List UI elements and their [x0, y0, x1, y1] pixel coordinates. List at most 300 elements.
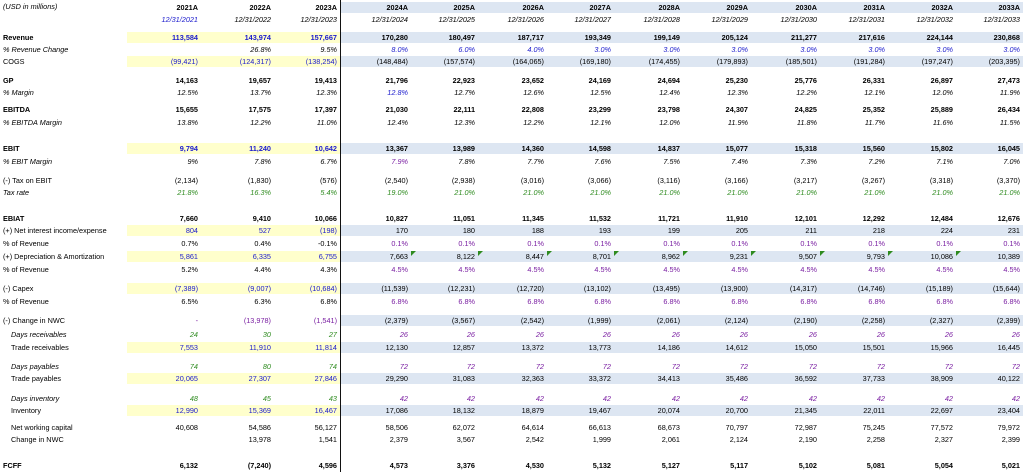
table-cell[interactable]: 0.1% [936, 239, 953, 248]
table-cell[interactable]: 3.0% [731, 45, 748, 54]
table-cell[interactable]: 19,657 [248, 76, 271, 85]
table-cell[interactable]: 13.7% [250, 88, 271, 97]
table-cell[interactable]: 27,307 [201, 373, 274, 384]
table-cell[interactable]: 12.8% [387, 88, 408, 97]
table-cell[interactable]: 15,655 [175, 105, 198, 114]
table-cell[interactable]: (10,684) [274, 283, 340, 294]
table-cell[interactable]: (179,893) [683, 56, 751, 67]
table-cell[interactable]: 21.0% [932, 188, 953, 197]
table-cell[interactable]: 20,700 [683, 405, 751, 416]
table-cell[interactable]: 15,802 [888, 143, 956, 154]
table-cell[interactable]: 9% [187, 157, 198, 166]
table-cell[interactable]: 14,837 [614, 143, 683, 154]
table-cell[interactable]: 14,360 [478, 143, 547, 154]
table-cell[interactable]: (12,231) [411, 283, 478, 294]
table-cell[interactable]: 8,962 [614, 251, 683, 262]
table-cell[interactable]: (197,247) [888, 56, 956, 67]
table-cell[interactable]: 211 [751, 225, 820, 236]
table-cell[interactable]: (2,540) [384, 176, 408, 185]
table-cell[interactable]: 21.0% [454, 188, 475, 197]
table-cell[interactable]: 19,413 [314, 76, 337, 85]
table-cell[interactable]: 25,352 [862, 105, 885, 114]
table-cell[interactable]: 12.6% [523, 88, 544, 97]
table-cell[interactable]: 21.0% [727, 188, 748, 197]
table-cell[interactable]: 170,280 [340, 32, 411, 43]
table-cell[interactable]: 6,335 [201, 251, 274, 262]
table-cell[interactable]: 24,307 [725, 105, 748, 114]
table-cell[interactable]: 2,399 [1001, 435, 1020, 444]
table-cell[interactable]: 13.8% [177, 118, 198, 127]
table-cell[interactable]: 26 [1011, 330, 1020, 339]
table-cell[interactable]: (3,267) [861, 176, 885, 185]
table-cell[interactable]: 21,030 [385, 105, 408, 114]
table-cell[interactable]: 11,910 [201, 342, 274, 353]
table-cell[interactable]: 7.0% [1003, 157, 1020, 166]
table-cell[interactable]: 70,797 [725, 423, 748, 432]
table-cell[interactable]: 15,318 [751, 143, 820, 154]
table-cell[interactable] [127, 44, 201, 55]
table-cell[interactable]: 16,467 [274, 405, 340, 416]
table-cell[interactable]: (3,016) [520, 176, 544, 185]
table-cell[interactable]: 8.0% [391, 45, 408, 54]
table-cell[interactable]: (15,644) [956, 283, 1023, 294]
table-cell[interactable]: 72,987 [794, 423, 817, 432]
table-cell[interactable]: 58,506 [385, 423, 408, 432]
table-cell[interactable]: 4.4% [254, 265, 271, 274]
table-cell[interactable]: 34,413 [614, 373, 683, 384]
table-cell[interactable]: (157,574) [411, 56, 478, 67]
table-cell[interactable]: 188 [478, 225, 547, 236]
table-cell[interactable]: 24,169 [588, 76, 611, 85]
table-cell[interactable]: 2,061 [661, 435, 680, 444]
table-cell[interactable]: 6.8% [800, 297, 817, 306]
table-cell[interactable]: (3,217) [793, 176, 817, 185]
table-cell[interactable]: 11.6% [932, 118, 953, 127]
table-cell[interactable]: 11.9% [727, 118, 748, 127]
table-cell[interactable]: 4,530 [525, 461, 544, 470]
table-cell[interactable]: 11,240 [201, 143, 274, 154]
table-cell[interactable]: 16,445 [956, 342, 1023, 353]
table-cell[interactable]: 7,660 [179, 214, 198, 223]
table-cell[interactable]: (1,999) [547, 315, 614, 326]
table-cell[interactable]: 12.4% [387, 118, 408, 127]
table-cell[interactable]: -0.1% [317, 239, 337, 248]
table-cell[interactable]: (185,501) [751, 56, 820, 67]
table-cell[interactable]: 33,372 [547, 373, 614, 384]
table-cell[interactable]: 27,846 [274, 373, 340, 384]
table-cell[interactable]: 12.0% [659, 118, 680, 127]
table-cell[interactable]: 26,434 [997, 105, 1020, 114]
table-cell[interactable]: 12,676 [997, 214, 1020, 223]
table-cell[interactable]: (14,317) [751, 283, 820, 294]
table-cell[interactable]: 0.1% [731, 239, 748, 248]
table-cell[interactable]: 2,542 [525, 435, 544, 444]
table-cell[interactable]: 11.7% [864, 118, 885, 127]
table-cell[interactable]: 6.8% [663, 297, 680, 306]
table-cell[interactable]: 7.3% [800, 157, 817, 166]
table-cell[interactable]: 18,879 [478, 405, 547, 416]
table-cell[interactable]: 804 [127, 225, 201, 236]
table-cell[interactable]: 21.0% [796, 188, 817, 197]
table-cell[interactable]: 10,389 [956, 251, 1023, 262]
table-cell[interactable]: 37,733 [820, 373, 888, 384]
table-cell[interactable]: 15,050 [751, 342, 820, 353]
table-cell[interactable]: 0.1% [663, 239, 680, 248]
table-cell[interactable]: 13,773 [547, 342, 614, 353]
table-cell[interactable]: 7.1% [936, 157, 953, 166]
table-cell[interactable]: 22,011 [820, 405, 888, 416]
table-cell[interactable]: (2,258) [820, 315, 888, 326]
table-cell[interactable]: 14,598 [547, 143, 614, 154]
table-cell[interactable]: 7.8% [254, 157, 271, 166]
table-cell[interactable]: 0.1% [800, 239, 817, 248]
table-cell[interactable]: 42 [466, 394, 475, 403]
table-cell[interactable]: 4.5% [800, 265, 817, 274]
table-cell[interactable]: 12.3% [316, 88, 337, 97]
table-cell[interactable]: (3,370) [996, 176, 1020, 185]
table-cell[interactable]: 25,889 [930, 105, 953, 114]
table-cell[interactable]: 0.7% [181, 239, 198, 248]
table-cell[interactable]: 217,616 [820, 32, 888, 43]
table-cell[interactable]: 22,697 [888, 405, 956, 416]
table-cell[interactable]: 2,327 [934, 435, 953, 444]
table-cell[interactable]: 12.5% [177, 88, 198, 97]
table-cell[interactable]: 4.5% [663, 265, 680, 274]
table-cell[interactable]: 21,796 [385, 76, 408, 85]
table-cell[interactable]: 4.5% [527, 265, 544, 274]
table-cell[interactable]: (2,190) [751, 315, 820, 326]
table-cell[interactable]: 3.0% [594, 45, 611, 54]
table-cell[interactable]: 72 [535, 362, 544, 371]
table-cell[interactable]: 0.1% [391, 239, 408, 248]
table-cell[interactable]: 12.1% [590, 118, 611, 127]
table-cell[interactable]: 5,054 [934, 461, 953, 470]
table-cell[interactable]: 9,507 [751, 251, 820, 262]
table-cell[interactable]: (3,166) [724, 176, 748, 185]
table-cell[interactable]: 68,673 [657, 423, 680, 432]
table-cell[interactable]: (198) [274, 225, 340, 236]
table-cell[interactable]: 180,497 [411, 32, 478, 43]
table-cell[interactable]: 0.1% [868, 239, 885, 248]
table-cell[interactable]: 45 [262, 394, 271, 403]
table-cell[interactable]: (174,455) [614, 56, 683, 67]
table-cell[interactable]: 4,596 [318, 461, 337, 470]
table-cell[interactable]: 26,897 [930, 76, 953, 85]
table-cell[interactable]: 9,231 [683, 251, 751, 262]
table-cell[interactable]: 230,868 [956, 32, 1023, 43]
table-cell[interactable]: 0.4% [254, 239, 271, 248]
table-cell[interactable]: (13,495) [614, 283, 683, 294]
table-cell[interactable]: 0.1% [458, 239, 475, 248]
table-cell[interactable]: 21.0% [590, 188, 611, 197]
table-cell[interactable]: 6.8% [527, 297, 544, 306]
table-cell[interactable]: 5,132 [592, 461, 611, 470]
table-cell[interactable]: 4.0% [527, 45, 544, 54]
table-cell[interactable]: 205,124 [683, 32, 751, 43]
table-cell[interactable]: 16,045 [956, 143, 1023, 154]
table-cell[interactable]: 11.0% [316, 118, 337, 127]
table-cell[interactable]: 10,827 [385, 214, 408, 223]
table-cell[interactable]: 4.5% [458, 265, 475, 274]
table-cell[interactable]: 12,101 [794, 214, 817, 223]
table-cell[interactable]: 42 [602, 394, 611, 403]
table-cell[interactable]: 31,083 [411, 373, 478, 384]
table-cell[interactable]: (15,189) [888, 283, 956, 294]
table-cell[interactable]: 224,144 [888, 32, 956, 43]
table-cell[interactable]: 4.5% [1003, 265, 1020, 274]
table-cell[interactable]: 22,111 [453, 105, 475, 114]
table-cell[interactable]: 74 [189, 362, 198, 371]
table-cell[interactable]: (7,240) [247, 461, 271, 470]
table-cell[interactable]: 527 [201, 225, 274, 236]
table-cell[interactable]: 6.0% [458, 45, 475, 54]
table-cell[interactable]: 48 [189, 394, 198, 403]
table-cell[interactable]: (124,317) [201, 56, 274, 67]
table-cell[interactable]: 62,072 [452, 423, 475, 432]
table-cell[interactable]: 12.3% [727, 88, 748, 97]
table-cell[interactable]: 11,910 [726, 214, 748, 223]
table-cell[interactable]: 180 [411, 225, 478, 236]
table-cell[interactable]: (13,978) [243, 316, 271, 325]
table-cell[interactable]: 7.4% [731, 157, 748, 166]
table-cell[interactable]: 157,667 [274, 32, 340, 43]
table-cell[interactable]: (2,379) [340, 315, 411, 326]
table-cell[interactable]: 7.6% [594, 157, 611, 166]
table-cell[interactable]: 15,369 [201, 405, 274, 416]
table-cell[interactable]: 2,190 [798, 435, 817, 444]
table-cell[interactable]: 23,299 [588, 105, 611, 114]
table-cell[interactable]: 12.7% [454, 88, 475, 97]
table-cell[interactable]: 17,575 [248, 105, 271, 114]
table-cell[interactable]: 5,081 [866, 461, 885, 470]
table-cell[interactable]: 12.1% [864, 88, 885, 97]
table-cell[interactable]: 43 [328, 394, 337, 403]
table-cell[interactable]: (2,399) [956, 315, 1023, 326]
table-cell[interactable]: 10,066 [314, 214, 337, 223]
table-cell[interactable]: (12,720) [478, 283, 547, 294]
table-cell[interactable]: (1,541) [313, 316, 337, 325]
table-cell[interactable]: 23,652 [521, 76, 544, 85]
table-cell[interactable]: 42 [399, 394, 408, 403]
table-cell[interactable]: 23,404 [956, 405, 1023, 416]
table-cell[interactable]: 12.2% [523, 118, 544, 127]
table-cell[interactable]: 42 [535, 394, 544, 403]
table-cell[interactable]: 3.0% [800, 45, 817, 54]
table-cell[interactable]: 12.3% [454, 118, 475, 127]
table-cell[interactable]: 0.1% [1003, 239, 1020, 248]
table-cell[interactable]: 72 [671, 362, 680, 371]
table-cell[interactable]: - [195, 316, 198, 325]
table-cell[interactable]: (2,542) [478, 315, 547, 326]
table-cell[interactable]: 19.0% [387, 188, 408, 197]
table-cell[interactable]: (13,102) [547, 283, 614, 294]
table-cell[interactable]: 0.1% [594, 239, 611, 248]
table-cell[interactable]: 9,794 [127, 143, 201, 154]
table-cell[interactable]: 12,990 [127, 405, 201, 416]
table-cell[interactable]: 6.8% [731, 297, 748, 306]
table-cell[interactable]: 12,130 [340, 342, 411, 353]
table-cell[interactable]: 5,021 [1001, 461, 1020, 470]
table-cell[interactable]: 205 [683, 225, 751, 236]
table-cell[interactable]: (3,567) [411, 315, 478, 326]
table-cell[interactable]: 1,541 [318, 435, 337, 444]
table-cell[interactable]: 113,584 [127, 32, 201, 43]
table-cell[interactable]: 4.5% [391, 265, 408, 274]
table-cell[interactable]: 3.0% [663, 45, 680, 54]
table-cell[interactable]: 170 [340, 225, 411, 236]
table-cell[interactable]: 35,486 [683, 373, 751, 384]
table-cell[interactable]: (7,389) [127, 283, 201, 294]
table-cell[interactable]: 42 [944, 394, 953, 403]
table-cell[interactable]: 2,379 [389, 435, 408, 444]
table-cell[interactable]: 5.2% [181, 265, 198, 274]
table-cell[interactable]: 224 [888, 225, 956, 236]
table-cell[interactable]: 74 [328, 362, 337, 371]
table-cell[interactable]: 72 [739, 362, 748, 371]
table-cell[interactable]: 64,614 [521, 423, 544, 432]
table-cell[interactable]: 80 [262, 362, 271, 371]
table-cell[interactable]: 3,376 [456, 461, 475, 470]
table-cell[interactable]: 19,467 [547, 405, 614, 416]
table-cell[interactable]: 5,127 [661, 461, 680, 470]
table-cell[interactable]: 5,861 [127, 251, 201, 262]
table-cell[interactable]: 8,122 [411, 251, 478, 262]
table-cell[interactable]: (2,938) [451, 176, 475, 185]
table-cell[interactable]: (3,116) [657, 176, 680, 185]
table-cell[interactable]: 17,086 [340, 405, 411, 416]
table-cell[interactable]: 6,755 [274, 251, 340, 262]
table-cell[interactable]: 54,586 [248, 423, 271, 432]
table-cell[interactable]: 11,721 [658, 214, 680, 223]
table-cell[interactable]: (3,318) [929, 176, 953, 185]
table-cell[interactable]: 26 [535, 330, 544, 339]
table-cell[interactable]: 5,102 [798, 461, 817, 470]
table-cell[interactable]: 7,553 [127, 342, 201, 353]
table-cell[interactable]: 199 [614, 225, 683, 236]
table-cell[interactable]: (576) [319, 176, 337, 185]
table-cell[interactable]: 6,132 [179, 461, 198, 470]
table-cell[interactable]: 13,367 [340, 143, 411, 154]
table-cell[interactable]: 6.3% [254, 297, 271, 306]
table-cell[interactable]: 3.0% [868, 45, 885, 54]
table-cell[interactable]: (148,484) [340, 56, 411, 67]
table-cell[interactable]: 21.0% [523, 188, 544, 197]
table-cell[interactable]: 12.2% [250, 118, 271, 127]
table-cell[interactable]: 12,857 [411, 342, 478, 353]
table-cell[interactable]: 6.8% [936, 297, 953, 306]
table-cell[interactable]: 3,567 [456, 435, 475, 444]
table-cell[interactable]: (2,124) [683, 315, 751, 326]
table-cell[interactable]: 24 [189, 330, 198, 339]
table-cell[interactable]: 26 [944, 330, 953, 339]
table-cell[interactable]: 4.5% [594, 265, 611, 274]
table-cell[interactable]: 21,345 [751, 405, 820, 416]
table-cell[interactable]: 6.8% [1003, 297, 1020, 306]
table-cell[interactable]: 4.5% [936, 265, 953, 274]
table-cell[interactable]: 26 [466, 330, 475, 339]
table-cell[interactable]: 13,978 [248, 435, 271, 444]
table-cell[interactable]: 4.3% [320, 265, 337, 274]
table-cell[interactable]: 12.0% [932, 88, 953, 97]
table-cell[interactable]: 4.5% [868, 265, 885, 274]
table-cell[interactable]: 3.0% [936, 45, 953, 54]
table-cell[interactable]: 17,397 [314, 105, 337, 114]
table-cell[interactable]: 3.0% [1003, 45, 1020, 54]
table-cell[interactable]: 8,701 [547, 251, 614, 262]
table-cell[interactable]: 20,065 [127, 373, 201, 384]
table-cell[interactable]: 211,277 [751, 32, 820, 43]
table-cell[interactable]: 6.5% [181, 297, 198, 306]
table-cell[interactable]: 72 [944, 362, 953, 371]
table-cell[interactable]: 143,974 [201, 32, 274, 43]
table-cell[interactable]: 13,989 [411, 143, 478, 154]
table-cell[interactable]: 38,909 [888, 373, 956, 384]
table-cell[interactable]: 11,051 [453, 214, 475, 223]
table-cell[interactable]: 29,290 [340, 373, 411, 384]
table-cell[interactable]: 4.5% [731, 265, 748, 274]
table-cell[interactable]: 11,345 [522, 214, 544, 223]
table-cell[interactable]: 66,613 [588, 423, 611, 432]
table-cell[interactable]: 32,363 [478, 373, 547, 384]
table-cell[interactable]: (13,900) [683, 283, 751, 294]
table-cell[interactable]: 26,331 [862, 76, 885, 85]
table-cell[interactable]: 24,694 [657, 76, 680, 85]
table-cell[interactable]: 79,972 [997, 423, 1020, 432]
table-cell[interactable]: (2,327) [888, 315, 956, 326]
table-cell[interactable]: 218 [820, 225, 888, 236]
table-cell[interactable]: 15,966 [888, 342, 956, 353]
table-cell[interactable]: (169,180) [547, 56, 614, 67]
table-cell[interactable]: 7.7% [527, 157, 544, 166]
table-cell[interactable]: 11.9% [999, 88, 1020, 97]
table-cell[interactable]: (203,395) [956, 56, 1023, 67]
table-cell[interactable]: 193 [547, 225, 614, 236]
table-cell[interactable]: (164,065) [478, 56, 547, 67]
table-cell[interactable]: 9.5% [320, 45, 337, 54]
table-cell[interactable]: 15,077 [683, 143, 751, 154]
table-cell[interactable]: 14,163 [175, 76, 198, 85]
table-cell[interactable]: 2,258 [866, 435, 885, 444]
table-cell[interactable]: 26 [808, 330, 817, 339]
table-cell[interactable]: 5.4% [320, 188, 337, 197]
table-cell[interactable]: (11,539) [340, 283, 411, 294]
table-cell[interactable]: (14,746) [820, 283, 888, 294]
table-cell[interactable]: 12.2% [796, 88, 817, 97]
table-cell[interactable]: 10,086 [888, 251, 956, 262]
table-cell[interactable]: 15,501 [820, 342, 888, 353]
table-cell[interactable]: 21.0% [864, 188, 885, 197]
table-cell[interactable]: 56,127 [314, 423, 337, 432]
table-cell[interactable]: 72 [876, 362, 885, 371]
table-cell[interactable]: 6.7% [320, 157, 337, 166]
table-cell[interactable]: 199,149 [614, 32, 683, 43]
table-cell[interactable]: 12,484 [930, 214, 953, 223]
table-cell[interactable]: (2,061) [614, 315, 683, 326]
table-cell[interactable]: 7,663 [340, 251, 411, 262]
table-cell[interactable]: 11,532 [589, 214, 611, 223]
table-cell[interactable]: 42 [876, 394, 885, 403]
table-cell[interactable]: 27,473 [997, 76, 1020, 85]
table-cell[interactable]: 7.5% [663, 157, 680, 166]
table-cell[interactable]: 25,776 [794, 76, 817, 85]
table-cell[interactable]: (2,134) [174, 176, 198, 185]
table-cell[interactable]: 4,573 [389, 461, 408, 470]
table-cell[interactable]: 72 [399, 362, 408, 371]
table-cell[interactable]: (99,421) [127, 56, 201, 67]
table-cell[interactable]: (9,007) [201, 283, 274, 294]
table-cell[interactable]: 193,349 [547, 32, 614, 43]
table-cell[interactable]: 6.8% [594, 297, 611, 306]
